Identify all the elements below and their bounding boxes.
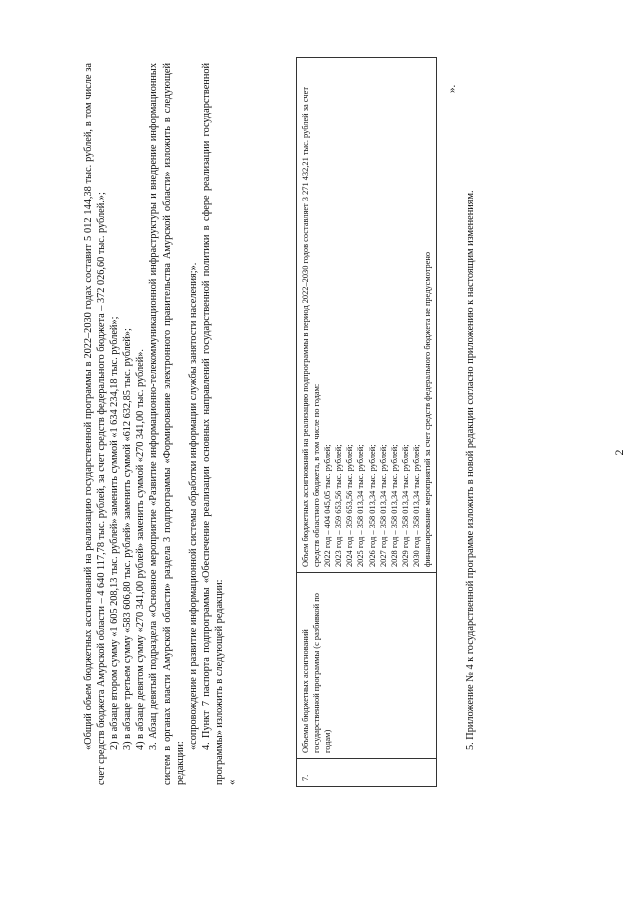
tail-text xyxy=(464,63,477,785)
content-line: Объем бюджетных ассигнований на реализацию подпрограммы в период 2022–2030 годов составляет 3 271 432,21 тыс. рублей за счет средств областного бюджета, в том числе по годам: xyxy=(301,87,322,567)
content-line: 2022 год – 404 045,05 тыс. рублей; xyxy=(323,444,333,567)
body-text xyxy=(82,63,239,785)
row-content-cell xyxy=(297,58,437,573)
row-label-cell: Объемы бюджетных ассигнований государственной программы (с разбивкой по годам) xyxy=(297,573,437,759)
content-line: 2025 год – 358 013,34 тыс. рублей; xyxy=(356,444,366,567)
content-line: 2028 год – 358 013,34 тыс. рублей; xyxy=(389,444,399,567)
paragraph-item-3: 3) в абзаце третьем сумму «583 606,80 тыс. рублей» заменить суммой «612 632,85 тыс. рублей»; xyxy=(122,328,134,750)
paragraph-item-4: 4) в абзаце девятом сумму «270 341,00 рублей» заменить суммой «270 341,00 тыс. рублей». xyxy=(135,349,147,750)
content-line: 2026 год – 358 013,34 тыс. рублей; xyxy=(367,444,377,567)
paragraph-point-3: 3. Абзац девятый подраздела «Основное мероприятие «Развитие информационно-телекоммуникационной инфраструктуры и внедрение информационных систем в органах власти Амурской области» раздела 3 подпрограммы «Формирование электронного правительства Амурской области» изложить в следующей редакции: xyxy=(148,63,186,785)
closing-quote: ». xyxy=(446,84,458,93)
page-number: 2 xyxy=(612,449,626,456)
paragraph-item-2: 2) в абзаце втором сумму «1 605 208,13 тыс. рублей» заменить суммой «1 634 234,18 тыс. рублей»; xyxy=(109,316,121,750)
content-line: 2029 год – 358 013,34 тыс. рублей; xyxy=(400,444,410,567)
paragraph-quoted-wording: «сопровождение и развитие информационной системы обработки информации службы занятости населения;». xyxy=(187,262,199,750)
content-line: 2030 год – 358 013,34 тыс. рублей; xyxy=(411,444,421,567)
content-line: финансирование мероприятий за счет средств федерального бюджета не предусмотрено xyxy=(423,251,433,567)
paragraph-total-volume: «Общий объем бюджетных ассигнований на реализацию государственной программы в 2022–2030 годах составит 5 012 144,38 тыс. рублей, в том числе за счет средств бюджета Амурской области – 4 640 117,78 тыс. рублей, за счет средств федерального бюджета – 372 026,60 тыс. рублей.»; xyxy=(83,63,108,785)
content-line: 2023 год – 359 653,56 тыс. рублей; xyxy=(334,444,344,567)
content-line: 2024 год – 359 653,56 тыс. рублей; xyxy=(345,444,355,567)
content-line: 2027 год – 358 013,34 тыс. рублей; xyxy=(378,444,388,567)
paragraph-point-4: 4. Пункт 7 паспорта подпрограммы «Обеспечение реализации основных направлений государственной политики в сфере реализации государственной программы» изложить в следующей редакции: xyxy=(200,63,225,785)
passport-table xyxy=(296,57,437,787)
table-row xyxy=(297,58,437,787)
paragraph-point-5: 5. Приложение № 4 к государственной программе изложить в новой редакции согласно приложению к настоящим изменениям. xyxy=(465,190,476,750)
row-number-cell: 7. xyxy=(297,759,437,787)
opening-quote: « xyxy=(226,779,239,785)
